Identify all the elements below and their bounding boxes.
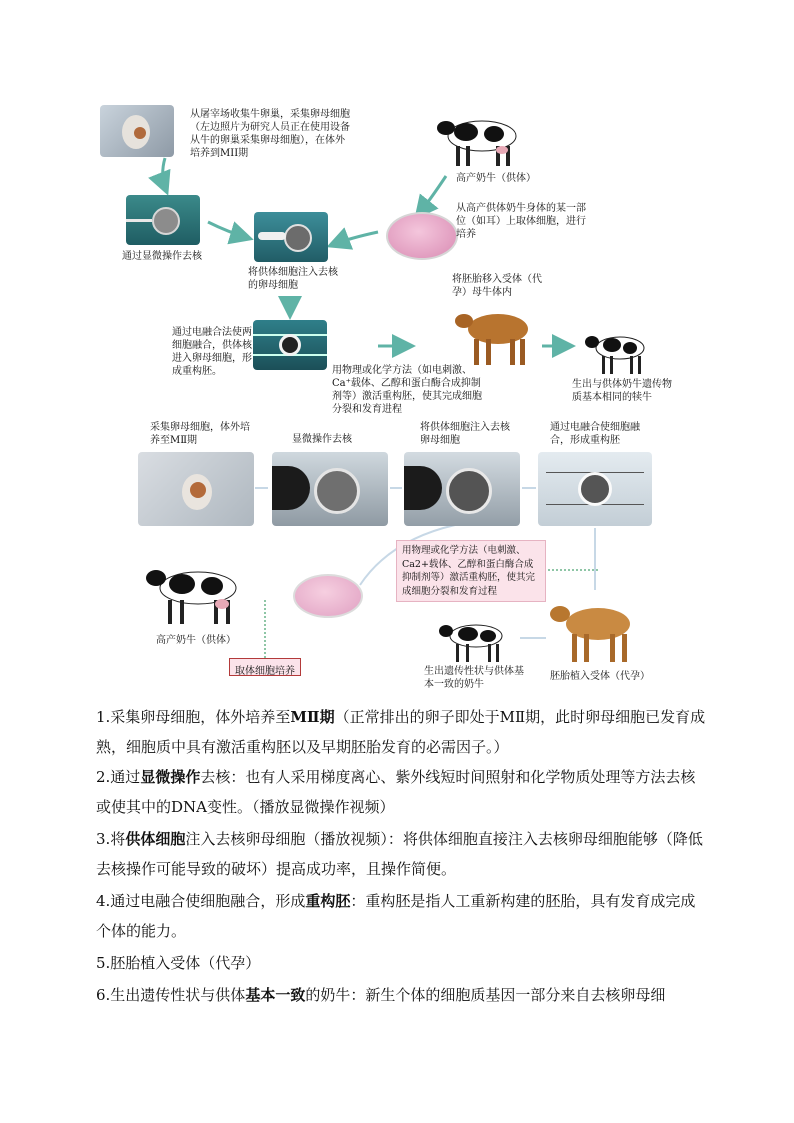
p3-text-c: 注入去核卵母细胞（播放视频）：将供体细胞直接注入去核卵母细胞能够（降低去核操作可能导致的破坏）提高成功率，且操作简便。 xyxy=(96,830,703,878)
collect-label: 从屠宰场收集牛卵巢，采集卵母细胞（左边照片为研究人员正在使用设备从牛的卵巢采集卵母细胞），在体外培养到MII期 xyxy=(190,109,350,159)
step2-photo xyxy=(272,452,388,526)
p4-text-c: ：重构胚是指人工重新构建的胚胎，具有发育成完成个体的能力。 xyxy=(96,892,696,940)
step1-photo xyxy=(138,452,254,526)
offspring-2-label: 生出遗传性状与供体基本一致的奶牛 xyxy=(424,666,524,690)
paragraph-5 xyxy=(96,948,706,978)
surrogate-cow-2-image xyxy=(548,596,640,666)
p2-text-a: 2.通过 xyxy=(96,768,141,786)
paragraph-2 xyxy=(96,762,706,822)
take-cells-box xyxy=(229,658,301,676)
p1-text-c: （正常排出的卵子即处于MⅡ期，此时卵母细胞已发育成熟，细胞质中具有激活重构胚以及早期胚胎发育的必需因子。） xyxy=(96,708,706,756)
p5-text: 5.胚胎植入受体（代孕） xyxy=(96,954,261,972)
paragraph-3 xyxy=(96,824,706,884)
donor-cow-2-image xyxy=(144,560,250,630)
step4-label: 通过电融合使细胞融合，形成重构胚 xyxy=(550,422,640,446)
step2-label: 显微操作去核 xyxy=(292,434,352,445)
donor-cow-label: 高产奶牛（供体） xyxy=(456,173,536,184)
step3-photo xyxy=(404,452,520,526)
step4-photo xyxy=(538,452,652,526)
enucleate-label: 通过显微操作去核 xyxy=(122,251,202,262)
activate-label: 用物理或化学方法（如电刺激、Ca⁺载体、乙醇和蛋白酶合成抑制剂等）激活重构胚，使其完成细胞分裂和发育进程 xyxy=(332,365,482,415)
paragraph-4 xyxy=(96,886,706,946)
culture-dish-2 xyxy=(293,574,363,618)
step1-label: 采集卵母细胞，体外培养至MⅡ期 xyxy=(150,422,250,446)
paragraph-1 xyxy=(96,702,706,762)
p2-bold: 显微操作 xyxy=(140,768,201,786)
p4-text-a: 4.通过电融合使细胞融合，形成 xyxy=(96,892,306,910)
p2-text-c: 去核：也有人采用梯度离心、紫外线短时间照射和化学物质处理等方法去核或使其中的DNA变性。（播放显微操作视频） xyxy=(96,768,696,816)
transfer-label: 将胚胎移入受体（代孕）母牛体内 xyxy=(452,274,542,298)
donor-label: 高产奶牛（供体） xyxy=(156,635,236,646)
p1-bold: MⅡ期 xyxy=(290,708,335,726)
p4-bold: 重构胚 xyxy=(305,892,351,910)
surrogate-label: 胚胎植入受体（代孕） xyxy=(550,671,650,682)
paragraph-6 xyxy=(96,980,706,1010)
p1-text-a: 1.采集卵母细胞，体外培养至 xyxy=(96,708,291,726)
take-cells-text: 取体细胞培养 xyxy=(235,666,295,677)
take-cells-label: 从高产供体奶牛身体的某一部位（如耳）上取体细胞，进行培养 xyxy=(456,203,586,240)
inject-label: 将供体细胞注入去核的卵母细胞 xyxy=(248,267,338,291)
activate-note xyxy=(396,540,546,602)
p6-text-c: 的奶牛：新生个体的细胞质基因一部分来自去核卵母细 xyxy=(305,986,666,1004)
offspring-label: 生出与供体奶牛遗传物质基本相同的犊牛 xyxy=(572,379,672,403)
p6-text-a: 6.生出遗传性状与供体 xyxy=(96,986,246,1004)
step3-label: 将供体细胞注入去核卵母细胞 xyxy=(420,422,510,446)
fuse-label: 通过电融合法使两细胞融合，供体核进入卵母细胞，形成重构胚。 xyxy=(172,327,252,377)
offspring-cow-image xyxy=(436,618,512,664)
activate-note-text: 用物理或化学方法（电刺激、Ca2+载体、乙醇和蛋白酶合成抑制剂等）激活重构胚，使其完成细胞分裂和发育过程 xyxy=(402,545,536,597)
p3-bold: 供体细胞 xyxy=(125,830,186,848)
p6-bold: 基本一致 xyxy=(245,986,306,1004)
p3-text-a: 3.将 xyxy=(96,830,126,848)
